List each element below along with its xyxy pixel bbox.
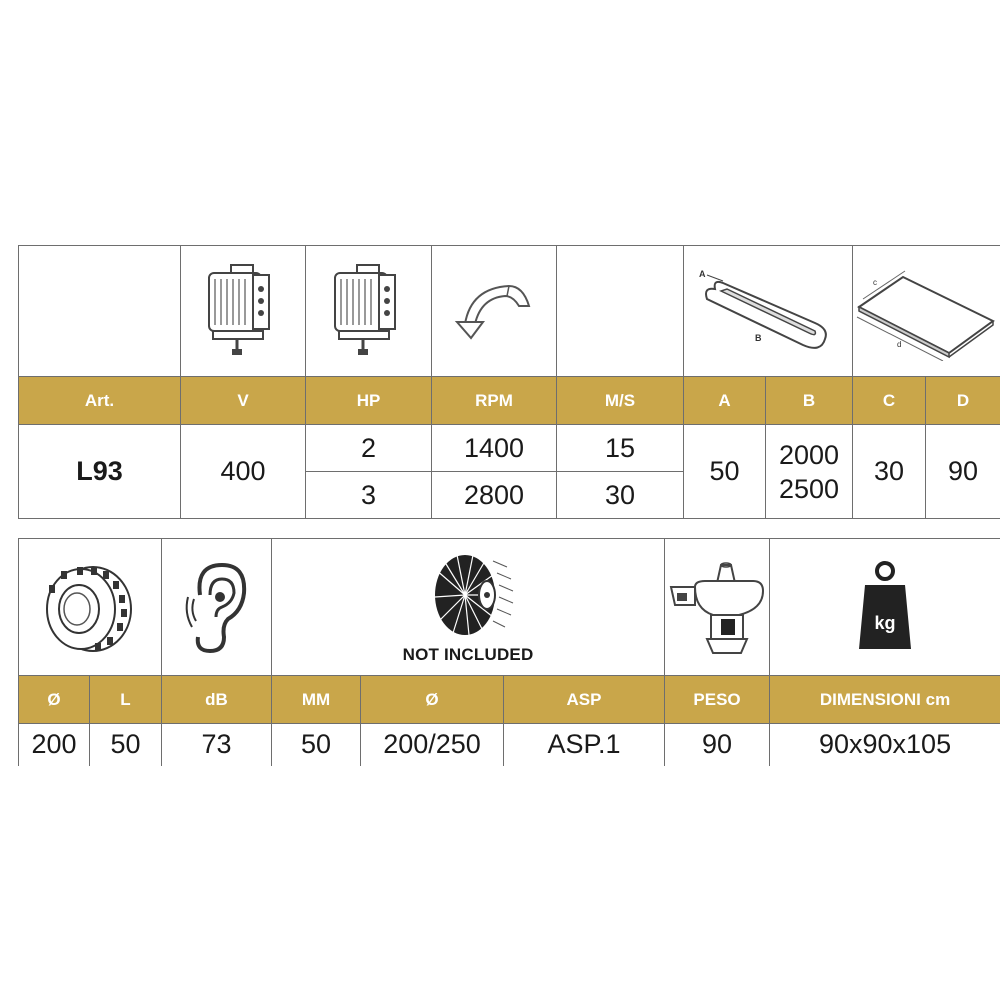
rpm-value-1: 1400 xyxy=(432,425,557,472)
plate-diagram-icon xyxy=(853,261,1000,361)
header-v: V xyxy=(181,377,306,425)
hp-value-2: 3 xyxy=(306,472,432,519)
header-dimensioni: DIMENSIONI cm xyxy=(770,676,1000,724)
header-d: D xyxy=(926,377,1000,425)
empty-icon-cell xyxy=(557,246,684,377)
asp-icon-cell xyxy=(665,539,770,676)
hp-value-1: 2 xyxy=(306,425,432,472)
brush-wheel-icon xyxy=(413,549,523,643)
header-ms: M/S xyxy=(557,377,684,425)
header-art: Art. xyxy=(19,377,181,425)
rotation-arrow-icon xyxy=(449,276,539,346)
belt-label-b: B xyxy=(755,333,762,343)
weight-icon xyxy=(855,557,915,657)
header-b: B xyxy=(766,377,853,425)
plate-diagram-cell xyxy=(853,246,1000,377)
header-l: L xyxy=(90,676,162,724)
belt-label-a: A xyxy=(699,269,706,279)
db-value: 73 xyxy=(162,724,272,766)
header-hp: HP xyxy=(306,377,432,425)
ear-icon-cell xyxy=(162,539,272,676)
v-value: 400 xyxy=(181,425,306,519)
empty-icon-cell xyxy=(19,246,181,377)
b-value-1: 2000 xyxy=(778,439,840,470)
hp-icon-cell xyxy=(306,246,432,377)
weight-unit-label: kg xyxy=(874,613,896,633)
diameter-value: 200 xyxy=(19,724,90,766)
not-included-label: NOT INCLUDED xyxy=(402,645,534,664)
header-mm: MM xyxy=(272,676,361,724)
l-value: 50 xyxy=(90,724,162,766)
plate-label-c: c xyxy=(873,278,877,287)
ms-value-2: 30 xyxy=(557,472,684,519)
motor-icon xyxy=(329,261,409,361)
header-rpm: RPM xyxy=(432,377,557,425)
dimensioni-value: 90x90x105 xyxy=(770,724,1000,766)
header-brush-diameter: Ø xyxy=(361,676,504,724)
belt-diagram-icon xyxy=(693,261,843,361)
c-value: 30 xyxy=(853,425,926,519)
wheel-icon-cell xyxy=(19,539,162,676)
wheel-icon xyxy=(35,557,145,657)
rpm-value-2: 2800 xyxy=(432,472,557,519)
header-diameter: Ø xyxy=(19,676,90,724)
specs-table-top xyxy=(18,245,1000,519)
motor-icon xyxy=(203,261,283,361)
asp-value: ASP.1 xyxy=(504,724,665,766)
header-db: dB xyxy=(162,676,272,724)
ms-value-1: 15 xyxy=(557,425,684,472)
d-value: 90 xyxy=(926,425,1000,519)
mm-value: 50 xyxy=(272,724,361,766)
b-values xyxy=(766,425,853,519)
weight-icon-cell xyxy=(770,539,1000,676)
voltage-icon-cell xyxy=(181,246,306,377)
header-c: C xyxy=(853,377,926,425)
specs-table-bottom xyxy=(18,538,1000,766)
brush-diameter-value: 200/250 xyxy=(361,724,504,766)
brush-icon-cell xyxy=(272,539,665,676)
peso-value: 90 xyxy=(665,724,770,766)
ear-icon xyxy=(182,557,252,657)
header-peso: PESO xyxy=(665,676,770,724)
b-value-2: 2500 xyxy=(778,473,840,504)
art-value: L93 xyxy=(19,425,181,519)
belt-diagram-cell xyxy=(684,246,853,377)
rpm-icon-cell xyxy=(432,246,557,377)
header-a: A xyxy=(684,377,766,425)
plate-label-d: d xyxy=(897,340,902,349)
header-asp: ASP xyxy=(504,676,665,724)
dust-extractor-icon xyxy=(665,557,770,657)
a-value: 50 xyxy=(684,425,766,519)
